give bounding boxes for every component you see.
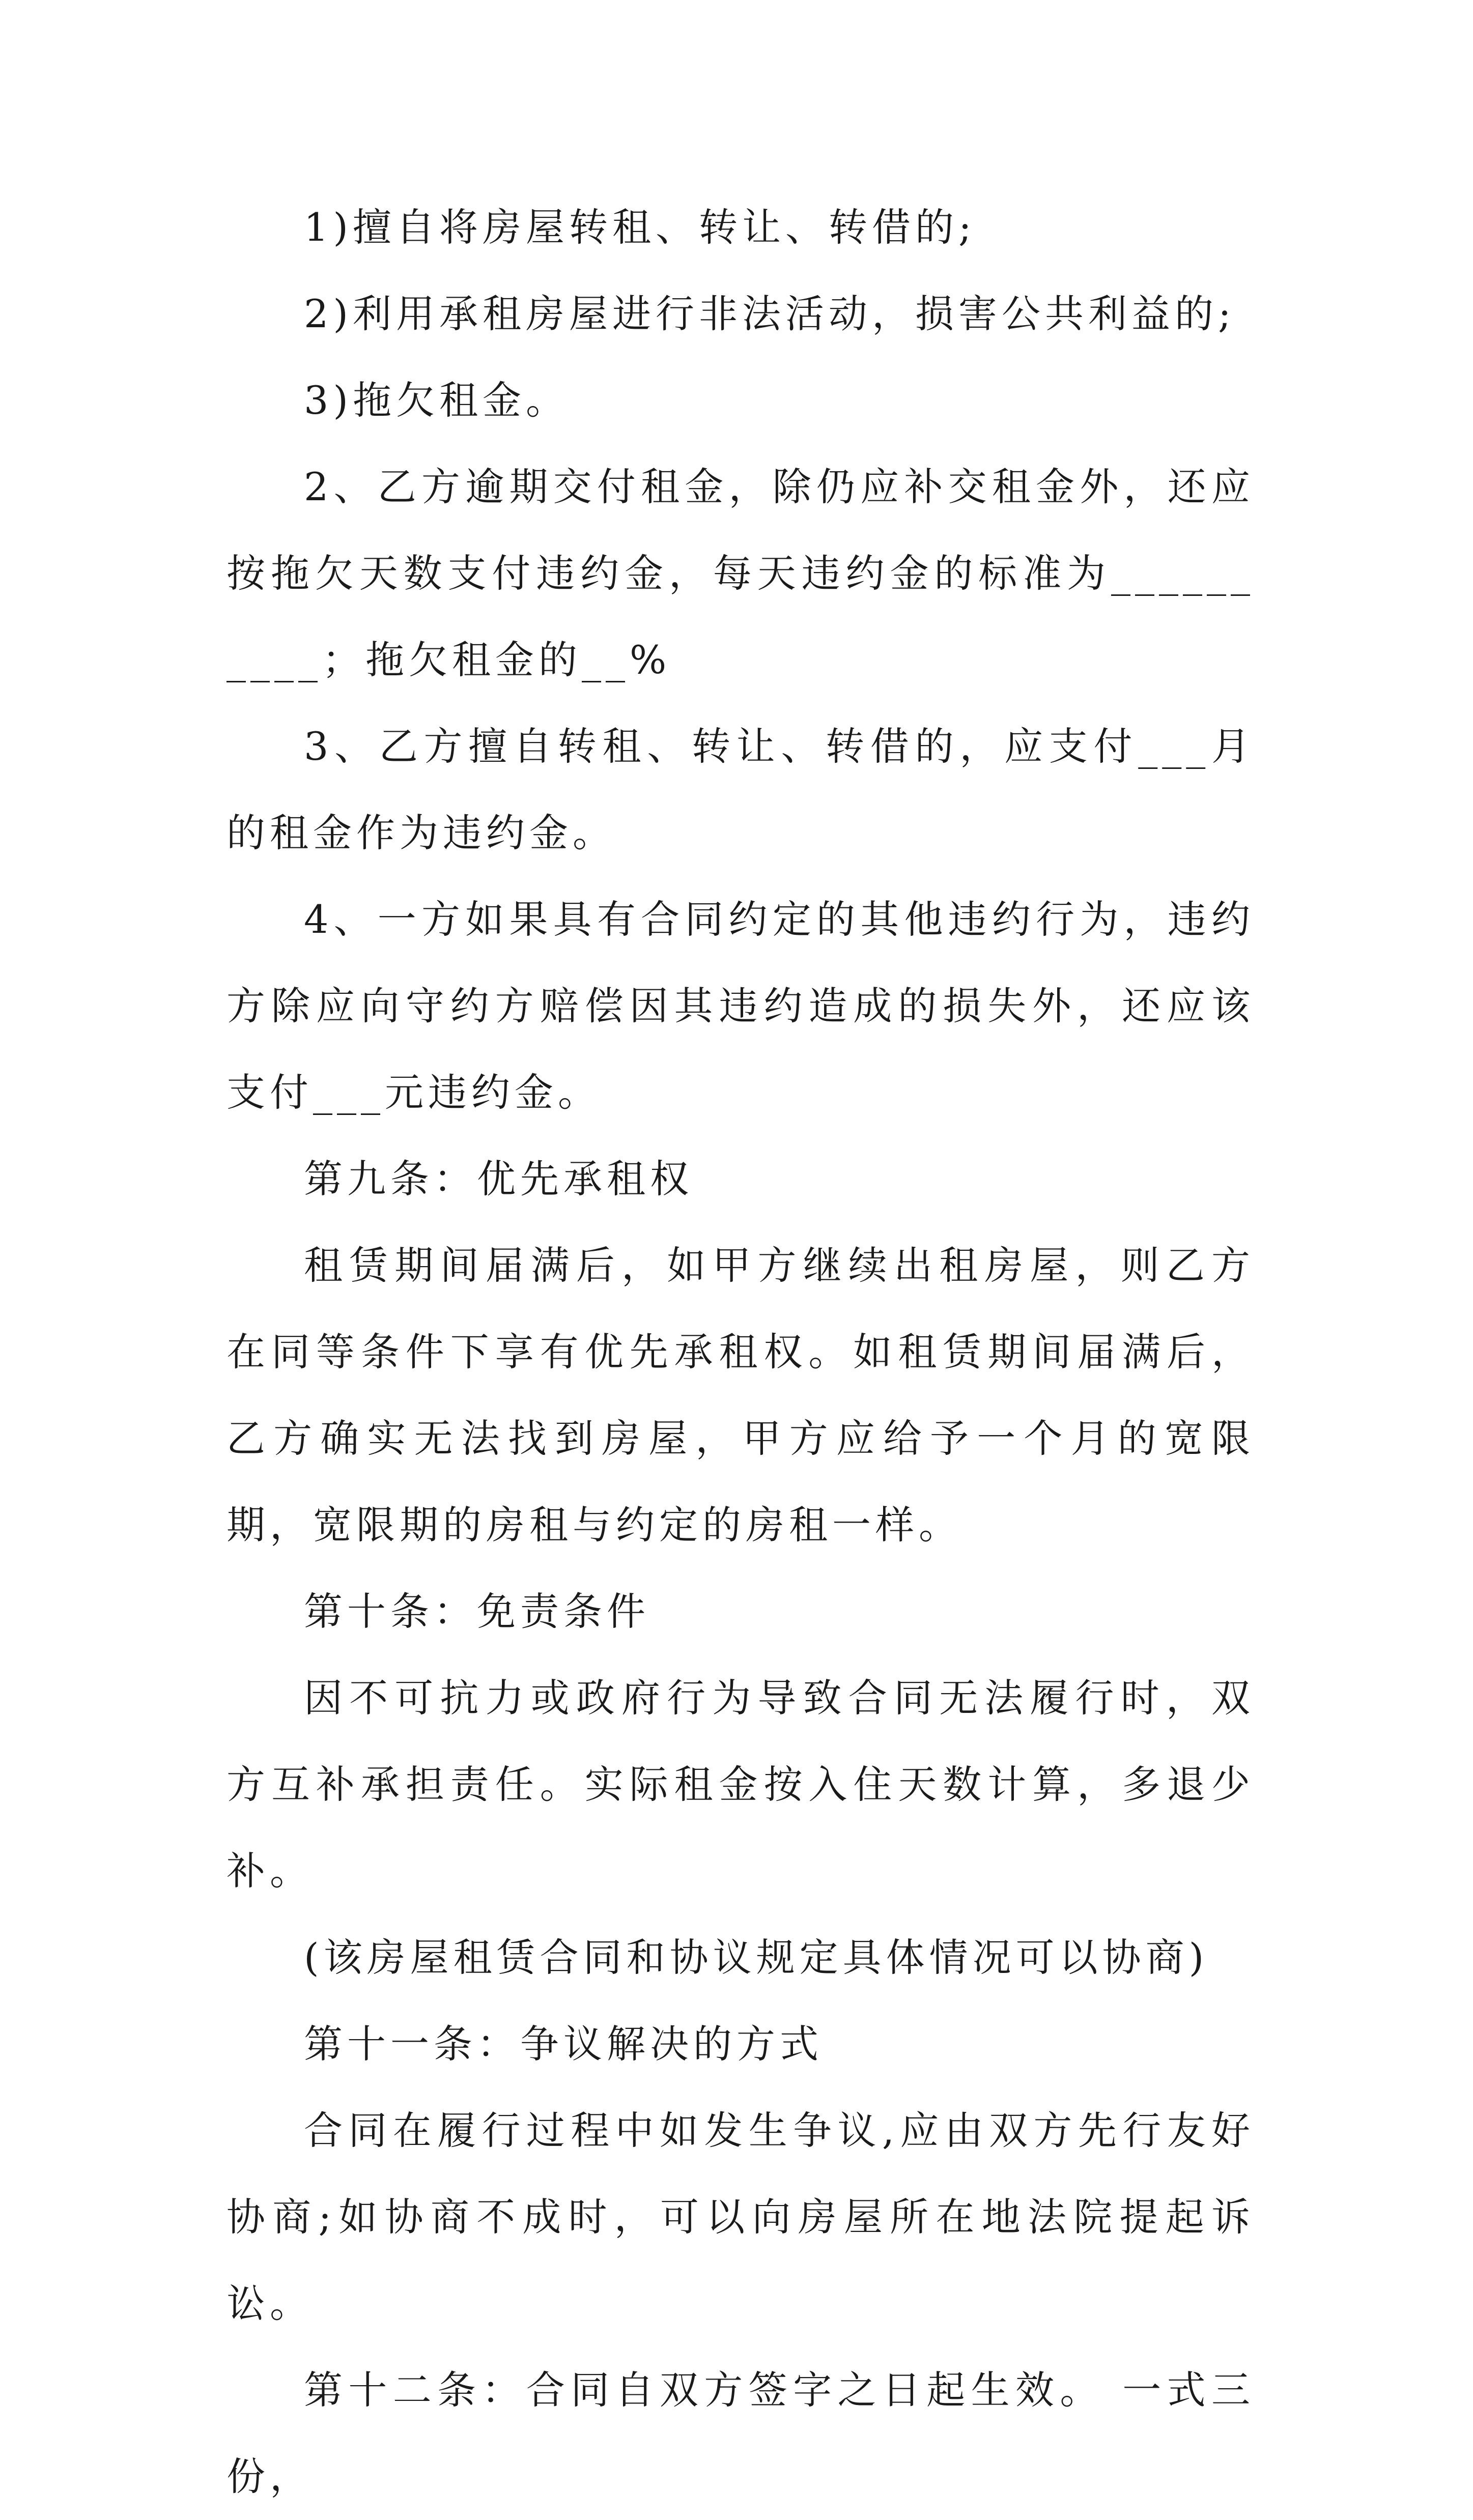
clause-sublet-penalty: 3、乙方擅自转租、转让、转借的，应支付___月的租金作为违约金。 [226,724,1255,855]
clause-item-arrears: 3)拖欠租金。 [304,378,570,423]
article-9-body: 租赁期间届满后，如甲方继续出租房屋，则乙方在同等条件下享有优先承租权。如租赁期间届满后，乙方确实无法找到房屋，甲方应给予一个月的宽限期，宽限期的房租与约定的房租一样。 [226,1243,1255,1548]
clause-item-illegal-use: 2)利用承租房屋进行非法活动，损害公共利益的; [304,291,1236,336]
clause-item-sublet: 1)擅自将房屋转租、转让、转借的; [304,205,976,250]
article-10-body: 因不可抗力或政府行为导致合同无法履行时，双方互补承担责任。实际租金按入住天数计算，多退少补。 [226,1675,1255,1894]
clause-late-payment-penalty: 2、乙方逾期交付租金，除仍应补交租金外，还应按拖欠天数支付违约金，每天违约金的标准为__________；拖欠租金的__% [226,464,1255,682]
document-body [226,184,1255,2520]
article-11-heading: 第十一条：争议解决的方式 [304,2021,823,2067]
article-10-heading: 第十条：免责条件 [304,1589,650,1634]
article-12-text: 第十二条：合同自双方签字之日起生效。 一式三份， [226,2367,1255,2499]
article-11-body: 合同在履行过程中如发生争议,应由双方先行友好协商;如协商不成时，可以向房屋所在地法院提起诉讼。 [226,2108,1255,2326]
article-9-heading: 第九条：优先承租权 [304,1156,693,1201]
clause-other-breach-penalty: 4、一方如果具有合同约定的其他违约行为，违约方除应向守约方赔偿因其违约造成的损失外，还应该支付___元违约金。 [226,897,1255,1115]
negotiation-note: (该房屋租赁合同和协议规定具体情况可以协商) [304,1935,1209,1980]
